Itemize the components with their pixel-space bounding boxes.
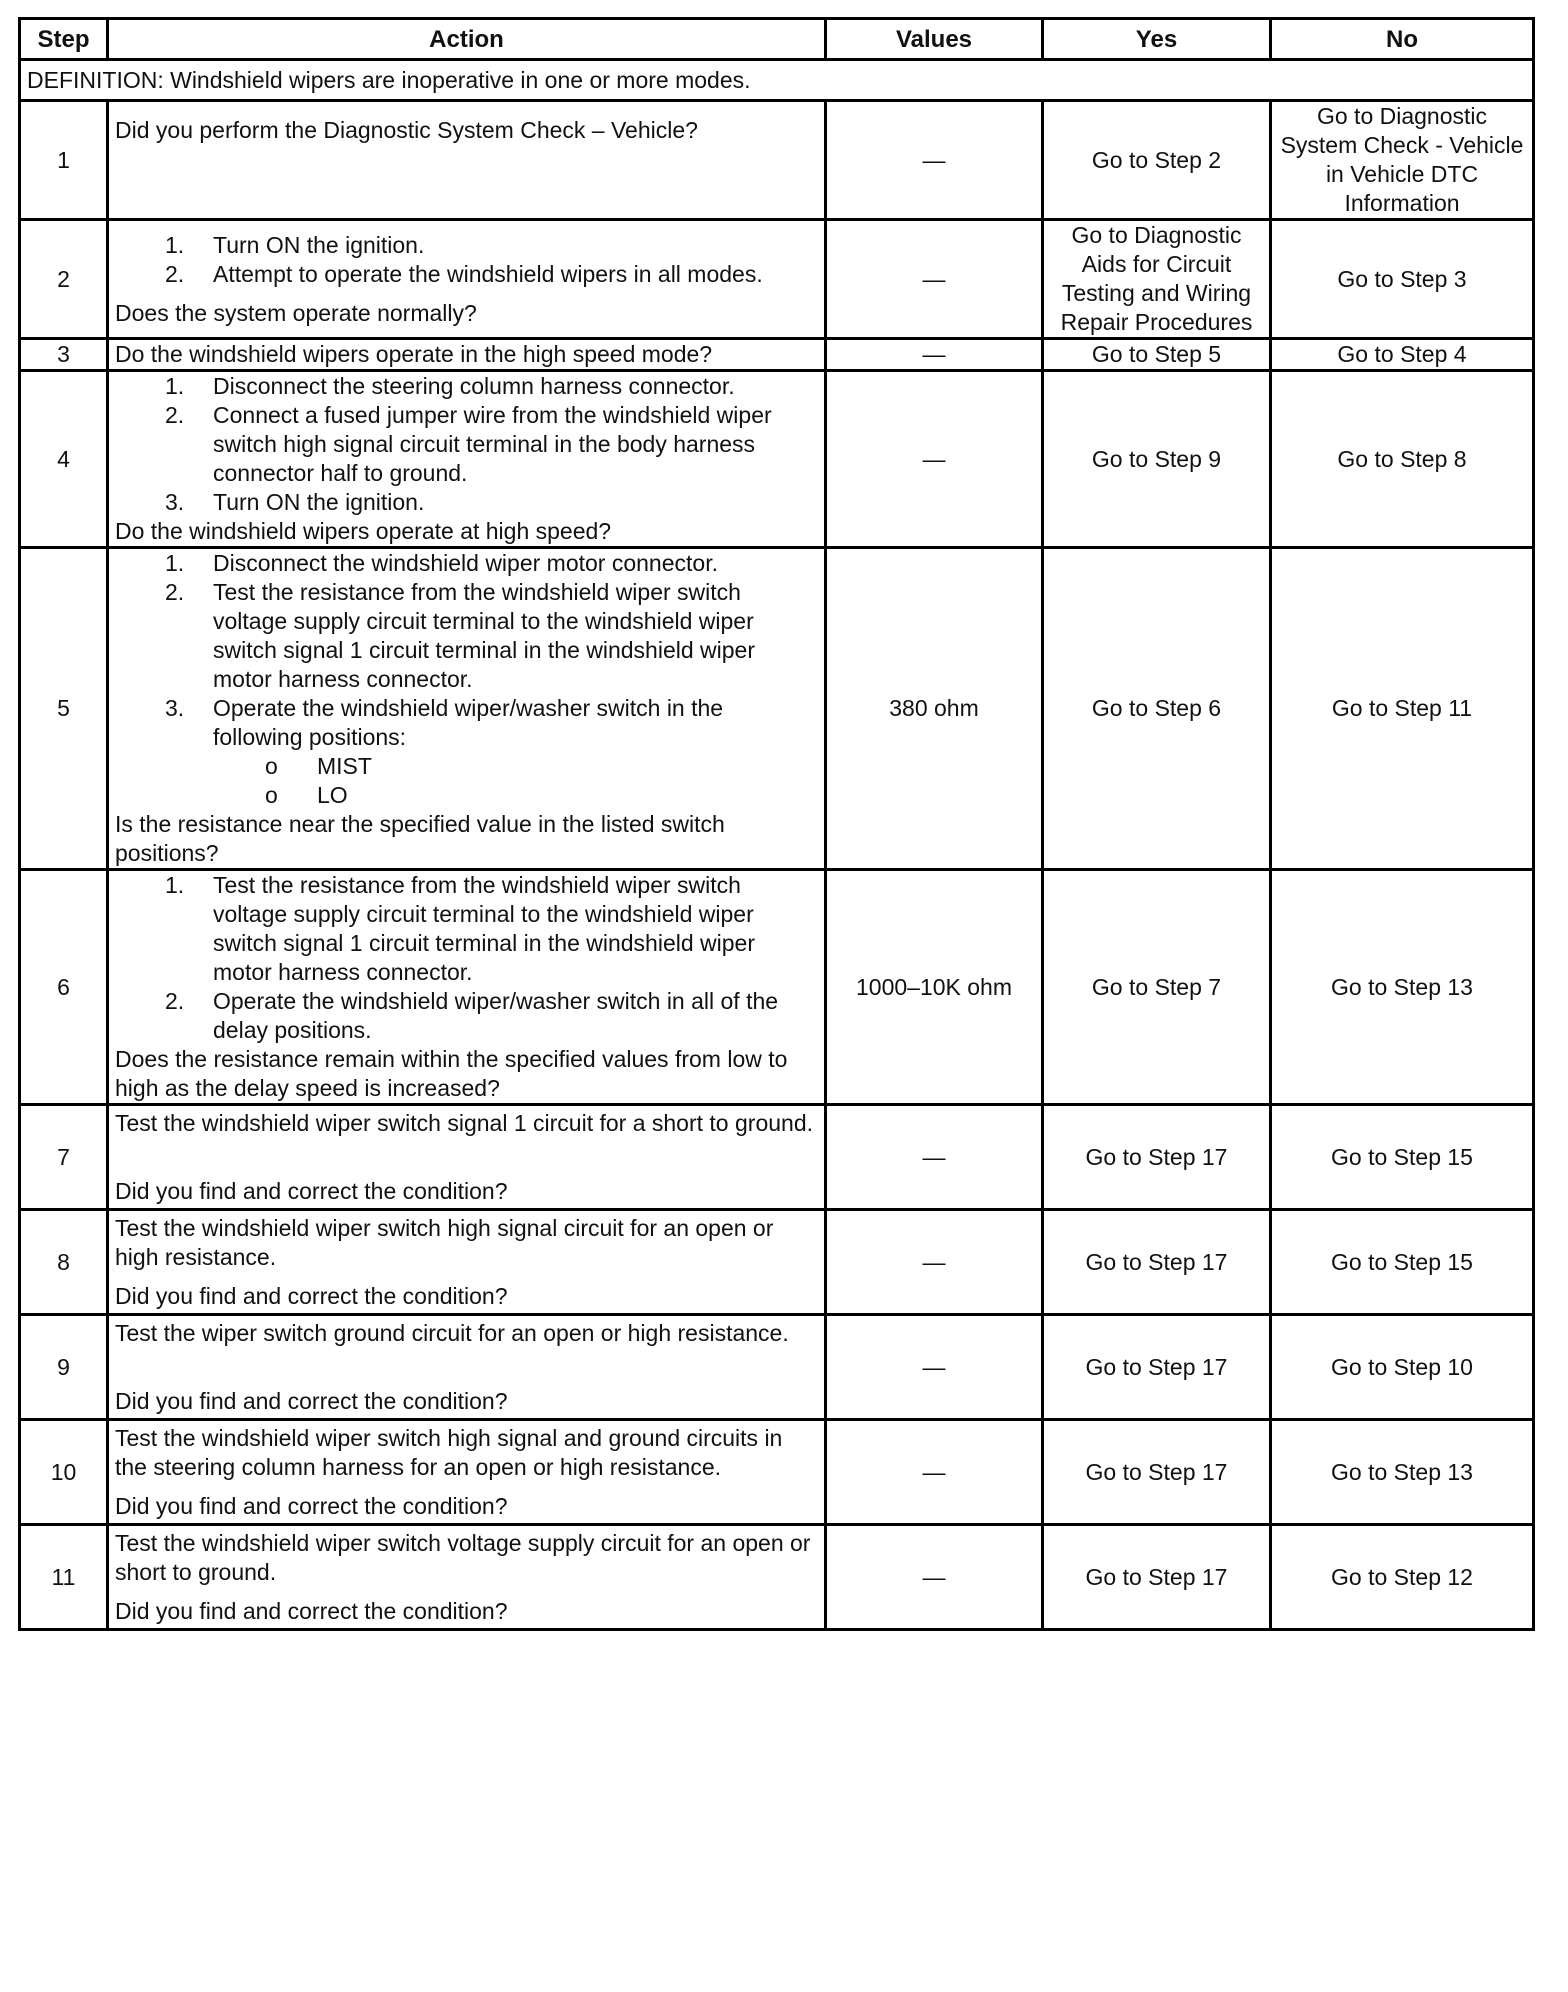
step-number: 5 [21, 549, 109, 871]
step-item-text: Operate the windshield wiper/washer switch in all of the delay positions. [213, 988, 779, 1043]
step-number: 4 [21, 372, 109, 549]
values-cell: — [827, 372, 1044, 549]
yes-result: Go to Step 17 [1044, 1526, 1272, 1631]
action-cell [109, 1316, 827, 1421]
action-cell [109, 1106, 827, 1211]
switch-positions-list [115, 752, 818, 810]
no-result: Go to Diagnostic System Check - Vehicle in Vehicle DTC Information [1272, 102, 1535, 221]
yes-result: Go to Step 17 [1044, 1106, 1272, 1211]
table-row [21, 221, 1535, 340]
step-item-text: Attempt to operate the windshield wipers in all modes. [213, 260, 763, 287]
step-item-text: Turn ON the ignition. [213, 489, 425, 515]
table-row [21, 871, 1535, 1106]
action-cell [109, 1526, 827, 1631]
step-number: 11 [21, 1526, 109, 1631]
definition-row [21, 61, 1535, 102]
values-cell: 1000–10K ohm [827, 871, 1044, 1106]
step-number: 8 [21, 1211, 109, 1316]
step-number: 9 [21, 1316, 109, 1421]
action-content [115, 549, 818, 868]
table-row [21, 549, 1535, 871]
no-result: Go to Step 11 [1272, 549, 1535, 871]
switch-position-text: MIST [317, 753, 372, 779]
step-item-number: 1. [165, 231, 185, 258]
action-content [115, 1424, 818, 1521]
action-cell [109, 549, 827, 871]
action-cell [109, 1421, 827, 1526]
action-step-item [115, 231, 818, 260]
action-content [115, 116, 818, 205]
values-cell: — [827, 1211, 1044, 1316]
yes-result: Go to Step 17 [1044, 1421, 1272, 1526]
no-result: Go to Step 13 [1272, 1421, 1535, 1526]
action-steps [115, 231, 818, 289]
no-result: Go to Step 12 [1272, 1526, 1535, 1631]
action-content [115, 1109, 818, 1206]
diagnostic-table [18, 17, 1535, 1631]
step-item-text: Connect a fused jumper wire from the windshield wiper switch high signal circuit terminal in the body harness connector half to ground. [213, 402, 772, 486]
step-item-text: Disconnect the steering column harness connector. [213, 373, 735, 399]
action-steps [115, 372, 818, 517]
step-item-number: 1. [165, 872, 185, 898]
yes-result: Go to Step 17 [1044, 1211, 1272, 1316]
step-number: 3 [21, 340, 109, 372]
table-row [21, 1526, 1535, 1631]
action-text: Test the windshield wiper switch high signal circuit for an open or high resistance. [115, 1214, 774, 1270]
action-content [115, 1529, 818, 1626]
action-content [115, 340, 818, 369]
action-cell [109, 102, 827, 221]
action-step-item [115, 372, 818, 401]
action-cell [109, 340, 827, 372]
action-content [115, 1319, 818, 1416]
yes-result: Go to Step 2 [1044, 102, 1272, 221]
step-question: Does the resistance remain within the specified values from low to high as the delay speed is increased? [115, 1046, 788, 1101]
definition-text: DEFINITION: Windshield wipers are inoperative in one or more modes. [21, 61, 1535, 102]
step-question: Did you find and correct the condition? [115, 1177, 508, 1204]
action-step-item [115, 578, 818, 694]
no-result: Go to Step 8 [1272, 372, 1535, 549]
step-question: Do the windshield wipers operate at high speed? [115, 518, 612, 544]
step-question: Did you find and correct the condition? [115, 1492, 508, 1519]
step-number: 10 [21, 1421, 109, 1526]
action-steps [115, 549, 818, 752]
table-row [21, 102, 1535, 221]
no-result: Go to Step 15 [1272, 1106, 1535, 1211]
step-number: 2 [21, 221, 109, 340]
hollow-bullet-icon: o [265, 753, 278, 779]
action-cell [109, 871, 827, 1106]
step-item-number: 3. [165, 489, 185, 515]
table-row [21, 1316, 1535, 1421]
action-text: Did you perform the Diagnostic System Check – Vehicle? [115, 116, 698, 143]
action-cell [109, 221, 827, 340]
step-item-number: 3. [165, 695, 185, 721]
header-values: Values [827, 20, 1044, 61]
step-item-number: 1. [165, 373, 185, 399]
action-content [115, 1214, 818, 1311]
step-item-number: 2. [165, 402, 185, 428]
action-text: Test the windshield wiper switch high signal and ground circuits in the steering column harness for an open or high resistance. [115, 1424, 783, 1480]
action-text: Test the wiper switch ground circuit for an open or high resistance. [115, 1319, 789, 1346]
table-row [21, 1211, 1535, 1316]
action-step-item [115, 401, 818, 488]
values-cell: — [827, 1421, 1044, 1526]
step-number: 7 [21, 1106, 109, 1211]
action-step-item [115, 987, 818, 1045]
values-cell: — [827, 1316, 1044, 1421]
no-result: Go to Step 3 [1272, 221, 1535, 340]
table-row [21, 372, 1535, 549]
values-cell: — [827, 102, 1044, 221]
values-cell: 380 ohm [827, 549, 1044, 871]
step-item-number: 2. [165, 260, 185, 287]
step-item-number: 2. [165, 988, 185, 1014]
step-item-number: 1. [165, 550, 185, 576]
step-question: Did you find and correct the condition? [115, 1282, 508, 1309]
yes-result: Go to Step 9 [1044, 372, 1272, 549]
step-question: Did you find and correct the condition? [115, 1387, 508, 1414]
action-text: Test the windshield wiper switch voltage supply circuit for an open or short to ground. [115, 1529, 811, 1585]
header-action: Action [109, 20, 827, 61]
yes-result: Go to Step 7 [1044, 871, 1272, 1106]
action-step-item [115, 694, 818, 752]
step-question: Is the resistance near the specified value in the listed switch positions? [115, 811, 725, 866]
no-result: Go to Step 15 [1272, 1211, 1535, 1316]
switch-position-item [115, 752, 818, 781]
switch-position-text: LO [317, 782, 348, 808]
step-number: 1 [21, 102, 109, 221]
yes-result: Go to Diagnostic Aids for Circuit Testing and Wiring Repair Procedures [1044, 221, 1272, 340]
action-content [115, 231, 818, 328]
values-cell: — [827, 1526, 1044, 1631]
action-step-item [115, 260, 818, 289]
step-item-text: Turn ON the ignition. [213, 231, 425, 258]
no-result: Go to Step 10 [1272, 1316, 1535, 1421]
step-question: Did you find and correct the condition? [115, 1597, 508, 1624]
table-row [21, 1421, 1535, 1526]
table-row [21, 1106, 1535, 1211]
action-step-item [115, 871, 818, 987]
values-cell: — [827, 1106, 1044, 1211]
action-cell [109, 372, 827, 549]
values-cell: — [827, 221, 1044, 340]
step-item-text: Operate the windshield wiper/washer switch in the following positions: [213, 695, 724, 750]
step-item-number: 2. [165, 579, 185, 605]
step-question: Does the system operate normally? [115, 299, 477, 326]
action-text: Test the windshield wiper switch signal 1 circuit for a short to ground. [115, 1109, 813, 1136]
header-step: Step [21, 20, 109, 61]
action-text: Do the windshield wipers operate in the high speed mode? [115, 341, 713, 367]
yes-result: Go to Step 5 [1044, 340, 1272, 372]
no-result: Go to Step 13 [1272, 871, 1535, 1106]
action-step-item [115, 549, 818, 578]
step-item-text: Test the resistance from the windshield wiper switch voltage supply circuit terminal to the windshield wiper switch signal 1 circuit terminal in the windshield wiper motor harness connector. [213, 579, 756, 692]
action-step-item [115, 488, 818, 517]
header-yes: Yes [1044, 20, 1272, 61]
values-cell: — [827, 340, 1044, 372]
action-content [115, 372, 818, 546]
step-item-text: Test the resistance from the windshield wiper switch voltage supply circuit terminal to the windshield wiper switch signal 1 circuit terminal in the windshield wiper motor harness connector. [213, 872, 756, 985]
header-row [21, 20, 1535, 61]
table-row [21, 340, 1535, 372]
step-item-text: Disconnect the windshield wiper motor connector. [213, 550, 718, 576]
hollow-bullet-icon: o [265, 782, 278, 808]
step-number: 6 [21, 871, 109, 1106]
action-cell [109, 1211, 827, 1316]
header-no: No [1272, 20, 1535, 61]
action-content [115, 871, 818, 1103]
switch-position-item [115, 781, 818, 810]
yes-result: Go to Step 6 [1044, 549, 1272, 871]
action-steps [115, 871, 818, 1045]
no-result: Go to Step 4 [1272, 340, 1535, 372]
yes-result: Go to Step 17 [1044, 1316, 1272, 1421]
